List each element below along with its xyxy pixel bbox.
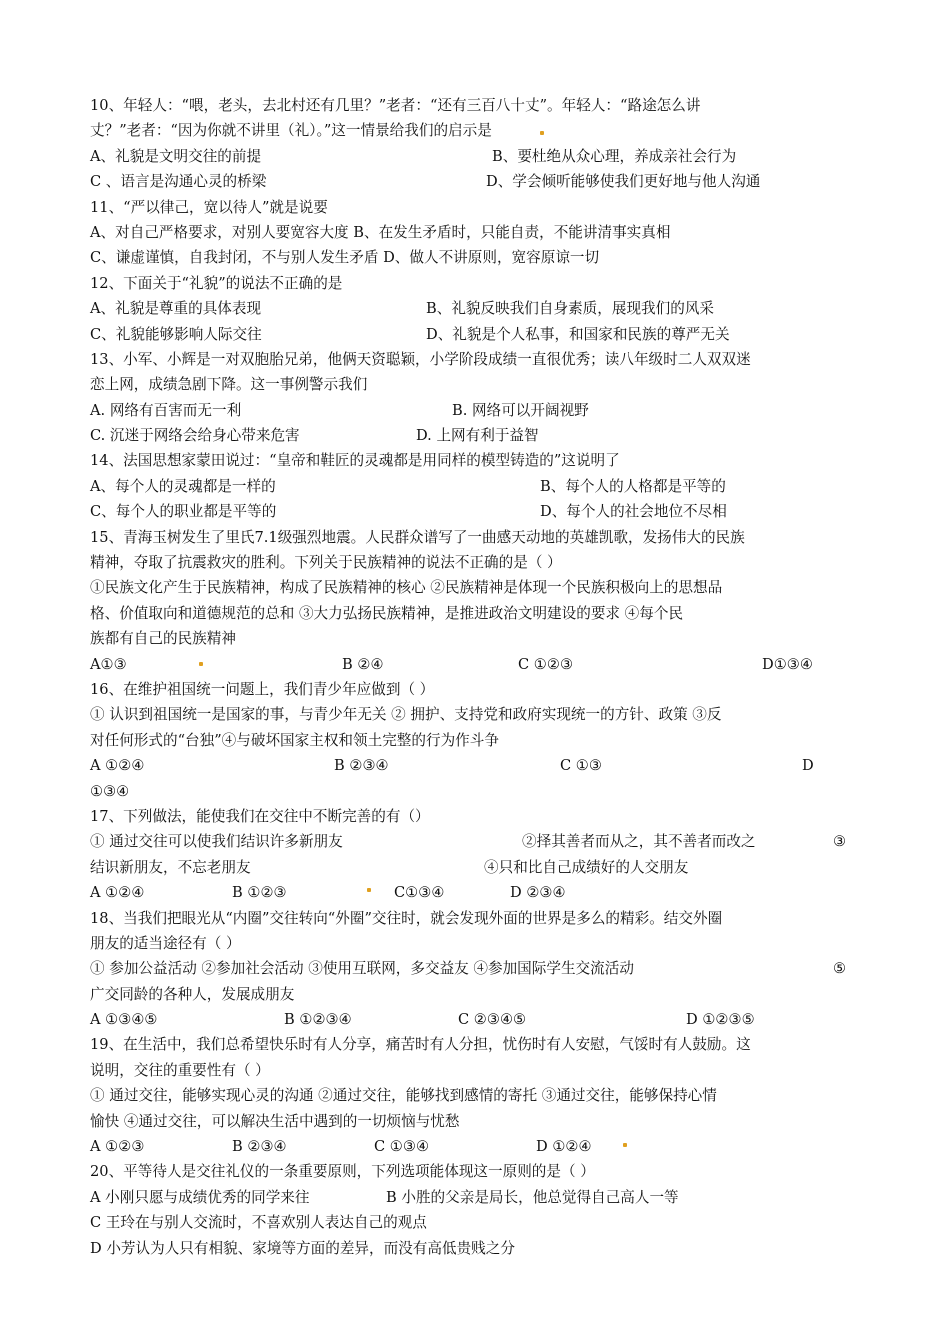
q17-option-b: B ①②③ [232,884,287,902]
q12-option-a: A、礼貌是尊重的具体表现 [90,300,262,318]
q16-statements-line1: ① 认识到祖国统一是国家的事，与青少年无关 ② 拥护、支持党和政府实现统一的方针、政策 ③反 [90,706,722,724]
q18-statements-1to4: ① 参加公益活动 ②参加社会活动 ③使用互联网，多交益友 ④参加国际学生交流活动 [90,960,634,978]
q19-option-c: C ①③④ [374,1138,430,1156]
q17-options [90,880,870,905]
q12-option-b: B、礼貌反映我们自身素质，展现我们的风采 [426,300,715,318]
q19-options [90,1134,870,1159]
q15-option-c: C ①②③ [518,655,574,673]
q15-stem-line1: 15、青海玉树发生了里氏7.1级强烈地震。人民群众谱写了一曲感天动地的英雄凯歌，发扬伟大的民族 [90,528,745,546]
q16-stem: 16、在维护祖国统一问题上，我们青少年应做到（ ） [90,680,435,698]
q12-stem: 12、下面关于“礼貌”的说法不正确的是 [90,274,343,292]
q17-option-c: C①③④ [394,884,445,902]
q17-option-d: D ②③④ [510,884,566,902]
q17-option-a: A ①②④ [90,884,145,902]
q14-options-ab [90,474,870,499]
q18-statement-5-marker: ⑤ [833,960,847,978]
q20-option-b: B 小胜的父亲是局长，他总觉得自己高人一等 [386,1188,679,1206]
q10-option-a: A、礼貌是文明交往的前提 [90,147,262,165]
q14-option-a: A、每个人的灵魂都是一样的 [90,477,276,495]
q20-option-c: C 王玲在与别人交流时，不喜欢别人表达自己的观点 [90,1214,427,1232]
artifact-dot [623,1143,627,1147]
q15-option-a: A①③ [90,655,127,673]
q19-stem-line1: 19、在生活中，我们总希望快乐时有人分享，痛苦时有人分担，忧伤时有人安慰，气馁时有人鼓励。这 [90,1036,751,1054]
q17-statement-1: ① 通过交往可以使我们结识许多新朋友 [90,833,343,851]
q16-options [90,753,870,778]
q17-statements-line1 [90,829,870,854]
q16-option-d: D [802,757,814,775]
q17-statement-3-marker: ③ [833,833,847,851]
q11-options-cd: C、谦虚谨慎，自我封闭，不与别人发生矛盾 D、做人不讲原则，宽容原谅一切 [90,249,600,267]
q13-option-a: A. 网络有百害而无一利 [90,401,242,419]
q12-option-d: D、礼貌是个人私事，和国家和民族的尊严无关 [426,325,730,343]
q16-option-d-cont: ①③④ [90,782,130,800]
q13-option-c: C. 沉迷于网络会给身心带来危害 [90,427,300,445]
artifact-dot [199,662,203,666]
q16-option-c: C ①③ [560,757,602,775]
q10-stem-line1: 10、年轻人：“喂，老头，去北村还有几里？”老者：“还有三百八十丈”。年轻人：“路途怎么讲 [90,97,701,114]
q11-stem: 11、“严以律己，宽以待人”就是说要 [90,198,328,216]
q11-options-ab: A、对自己严格要求，对别人要宽容大度 B、在发生矛盾时，只能自责，不能讲清事实真相 [90,223,671,241]
q19-option-b: B ②③④ [232,1138,287,1156]
q18-stem-line1: 18、当我们把眼光从“内圈”交往转向“外圈”交往时，就会发现外面的世界是多么的精彩。结交外圈 [90,909,723,927]
artifact-dot [540,131,544,135]
q17-statement-4: ④只和比自己成绩好的人交朋友 [484,858,689,876]
q20-option-a: A 小刚只愿与成绩优秀的同学来往 [90,1188,310,1206]
q15-option-b: B ②④ [342,655,384,673]
q12-options-ab [90,296,870,321]
q15-stem-line2: 精神，夺取了抗震救灾的胜利。下列关于民族精神的说法不正确的是（ ） [90,554,562,572]
q20-option-d: D 小芳认为人只有相貌、家境等方面的差异，而没有高低贵贱之分 [90,1239,515,1257]
q15-statements-line1: ①民族文化产生于民族精神，构成了民族精神的核心 ②民族精神是体现一个民族积极向上的思想品 [90,579,723,597]
q18-option-d: D ①②③⑤ [686,1011,755,1029]
q14-stem: 14、法国思想家蒙田说过：“皇帝和鞋匠的灵魂都是用同样的模型铸造的”这说明了 [90,452,620,470]
q18-option-a: A ①③④⑤ [90,1011,158,1029]
q18-options [90,1007,870,1032]
q13-options-ab [90,398,870,423]
q19-option-d: D ①②④ [536,1138,592,1156]
q17-statements-line2 [90,855,870,880]
q17-statement-3: 结识新朋友，不忘老朋友 [90,858,251,876]
q18-stem-line2: 朋友的适当途径有（ ） [90,934,241,952]
q19-option-a: A ①②③ [90,1138,145,1156]
q20-stem: 20、平等待人是交往礼仪的一条重要原则，下列选项能体现这一原则的是（ ） [90,1163,595,1181]
q18-option-b: B ①②③④ [284,1011,352,1029]
q19-stem-line2: 说明，交往的重要性有（ ） [90,1061,270,1079]
q15-statements-line2: 格、价值取向和道德规范的总和 ③大力弘扬民族精神，是推进政治文明建设的要求 ④每个民 [90,604,684,622]
q15-options [90,652,870,677]
q19-statements-line1: ① 通过交往，能够实现心灵的沟通 ②通过交往，能够找到感情的寄托 ③通过交往，能够保持心情 [90,1087,717,1105]
q18-statements-line2: 广交同龄的各种人，发展成朋友 [90,985,295,1003]
q10-stem-line2: 丈？”老者：“因为你就不讲里（礼）。”这一情景给我们的启示是 [90,122,492,140]
q14-options-cd [90,499,870,524]
q13-stem-line2: 恋上网，成绩急剧下降。这一事例警示我们 [90,376,368,394]
q19-statements-line2: 愉快 ④通过交往，可以解决生活中遇到的一切烦恼与忧愁 [90,1112,460,1130]
q16-option-b: B ②③④ [334,757,389,775]
q16-statements-line2: 对任何形式的“台独”④与破坏国家主权和领土完整的行为作斗争 [90,731,499,749]
q12-options-cd [90,322,870,347]
q10-options-cd [90,169,870,194]
q15-statements-line3: 族都有自己的民族精神 [90,630,236,648]
q10-option-d: D、学会倾听能够使我们更好地与他人沟通 [486,173,761,191]
q14-option-b: B、每个人的人格都是平等的 [540,477,726,495]
q13-options-cd [90,423,870,448]
q10-option-c: C 、语言是沟通心灵的桥梁 [90,173,267,191]
exam-page [90,93,870,1261]
q10-options-ab [90,144,870,169]
q20-options-ab [90,1185,870,1210]
q14-option-d: D、每个人的社会地位不尽相 [540,503,727,521]
q10-option-b: B、要杜绝从众心理，养成亲社会行为 [492,147,737,165]
q12-option-c: C、礼貌能够影响人际交往 [90,325,262,343]
q16-option-a: A ①②④ [90,757,145,775]
q18-option-c: C ②③④⑤ [458,1011,527,1029]
q13-stem-line1: 13、小军、小辉是一对双胞胎兄弟，他俩天资聪颖，小学阶段成绩一直很优秀；读八年级时二人双双迷 [90,350,751,368]
q17-stem: 17、下列做法，能使我们在交往中不断完善的有（） [90,807,430,825]
artifact-dot [367,888,371,892]
q14-option-c: C、每个人的职业都是平等的 [90,503,277,521]
q13-option-d: D. 上网有利于益智 [416,427,539,445]
q17-statement-2: ②择其善者而从之，其不善者而改之 [522,833,756,851]
q18-statements-line1 [90,956,870,981]
q13-option-b: B. 网络可以开阔视野 [452,401,589,419]
q15-option-d: D①③④ [762,655,813,673]
